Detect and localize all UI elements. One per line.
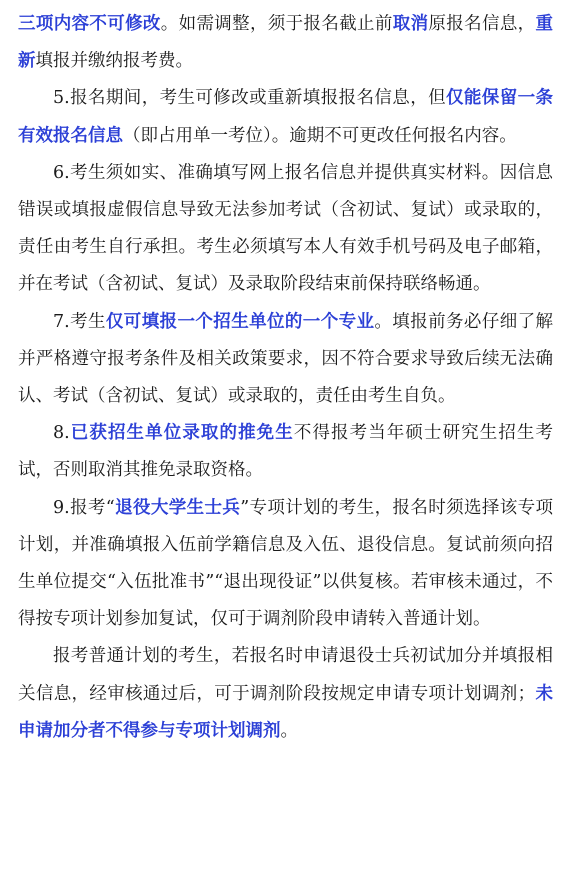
highlighted-text: 未申请加分者不得参与专项计划调剂 bbox=[18, 683, 554, 741]
body-text: 不得报考当年硕士研究生招生考试，否则取消其推免录取资格。 bbox=[18, 423, 554, 481]
highlighted-text: 取消 bbox=[392, 14, 429, 34]
paragraph-p0 bbox=[18, 6, 553, 80]
highlighted-text: 仅可填报一个招生单位的一个专业 bbox=[105, 311, 375, 332]
body-text: 5.报名期间，考生可修改或重新填报报名信息，但 bbox=[53, 88, 446, 109]
body-text: 。如需调整，须于报名截止前 bbox=[160, 14, 393, 34]
body-text: 9.报考“ bbox=[53, 497, 115, 518]
body-text: 8. bbox=[53, 423, 70, 444]
highlighted-text: 已获招生单位录取的推免生 bbox=[69, 423, 294, 444]
highlighted-text: 仅能保留一条有效报名信息 bbox=[18, 88, 553, 146]
highlighted-text: 退役大学生士兵 bbox=[114, 497, 241, 518]
body-text: 报考普通计划的考生，若报名时申请退役士兵初试加分并填报相关信息，经审核通过后，可于调剂阶段按规定申请专项计划调剂； bbox=[18, 646, 553, 704]
paragraph-p5 bbox=[18, 80, 553, 154]
highlighted-text: 三项内容不可修改 bbox=[18, 14, 161, 34]
paragraph-p7 bbox=[18, 304, 553, 416]
body-text: 7.考生 bbox=[53, 311, 106, 332]
body-text: ”专项计划的考生，报名时须选择该专项计划，并准确填报入伍前学籍信息及入伍、退役信息。复试前须向招生单位提交“入伍批准书”“退出现役证”以供复核。若审核未通过，不得按专项计划参加复试，仅可于调剂阶段申请转入普通计划。 bbox=[18, 497, 553, 630]
body-text: 6.考生须如实、准确填写网上报名信息并提供真实材料。因信息错误或填报虚假信息导致无法参加考试（含初试、复试）或录取的，责任由考生自行承担。考生必须填写本人有效手机号码及电子邮箱，并在考试（含初试、复试）及录取阶段结束前保持联络畅通。 bbox=[18, 162, 553, 295]
body-text: 。填报前务必仔细了解并严格遵守报考条件及相关政策要求，因不符合要求导致后续无法确认、考试（含初试、复试）或录取的，责任由考生自负。 bbox=[18, 311, 554, 407]
paragraph-p10 bbox=[18, 638, 553, 750]
paragraph-p8 bbox=[18, 415, 553, 489]
body-text: （即占用单一考位）。逾期不可更改任何报名内容。 bbox=[123, 125, 517, 146]
body-text: 填报并缴纳报考费。 bbox=[35, 51, 193, 72]
body-text: 。 bbox=[280, 720, 298, 741]
body-text: 原报名信息， bbox=[428, 14, 536, 34]
paragraph-p9 bbox=[18, 490, 553, 639]
highlighted-text: 重新 bbox=[18, 14, 554, 72]
paragraph-p6 bbox=[18, 155, 553, 304]
